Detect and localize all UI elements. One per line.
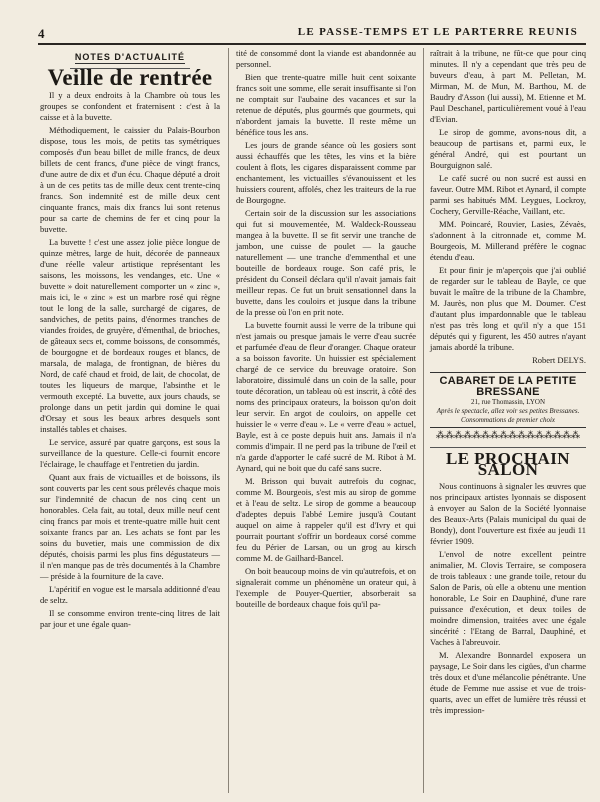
- paragraph: tité de consommé dont la viande est abandonnée au personnel.: [236, 48, 416, 69]
- column-divider-left: [228, 48, 229, 793]
- paragraph: Nous continuons à signaler les œuvres que nos principaux artistes lyonnais se disposent à envoyer au Salon de la Société lyonnaise des Beaux-Arts (Palais municipal du quai de Bondy), dont l'ouverture est fixée au jeudi 11 février 1909.: [430, 481, 586, 546]
- paragraph: Bien que trente-quatre mille huit cent soixante francs soit une somme, elle serait insuffisante si l'on ne comptait sur l'aubaine des vacances et sur la retenue de députés, plus gourmés que gourmets, qui n'abordent jamais la buvette. Il reste même un bénéfice tous les ans.: [236, 72, 416, 137]
- ad-business-name: CABARET DE LA PETITE BRESSANE: [439, 375, 577, 398]
- paragraph: Le service, assuré par quatre garçons, est sous la surveillance de la questure. Celle-ci fournit encore l'éclairage, le chauffage et l'entretien du jardin.: [40, 437, 220, 469]
- ad-tagline: Après le spectacle, allez voir ses petites Bressanes.: [436, 407, 580, 415]
- page-header: [38, 26, 582, 42]
- paragraph: L'apéritif en vogue est le marsala additionné d'eau de seltz.: [40, 584, 220, 605]
- paragraph: Le café sucré ou non sucré est aussi en faveur. Outre MM. Ribot et Aynard, il compte parmi ses habitués MM. Leygues, Lockroy, Cochery, Gerville-Réache, Vaillant, etc.: [430, 173, 586, 216]
- paragraph: M. Alexandre Bonnardel exposera un paysage, Le Soir dans les cigües, d'un charme très doux et d'une mélancolie pénétrante. Une étude de Femme nue assise et vue de trois-quarts, avec un effet de lumière très réussi et très impression-: [430, 650, 586, 715]
- header-rule: [38, 43, 586, 45]
- paragraph: M. Brisson qui buvait autrefois du cognac, comme M. Bourgeois, s'est mis au sirop de gomme et à l'eau de seltz. Le sirop de gomme a beaucoup d'adeptes depuis l'abbé Lemire jusqu'à Coutant auquel on aime à rappeler qu'il est d'Ivry et qui pourrait pourtant s'offrir un bordeaux corsé comme feu du Périer de Larsan, ou un grog au kirsch comme M. de Gailhard-Bancel.: [236, 476, 416, 563]
- article-signature: Robert DELYS.: [532, 355, 586, 365]
- paragraph: On boit beaucoup moins de vin qu'autrefois, et on signalerait comme un phénomène un orateur qui, à l'exemple de Pouyer-Quertier, absorberait sa bouteille de bordeaux chaque fois qu'il pa-: [236, 566, 416, 609]
- article-headline: Veille de rentrée: [47, 65, 213, 90]
- ad-address: 21, rue Thomassin, LYON: [470, 398, 546, 406]
- paragraph: La buvette ! c'est une assez jolie pièce longue de quinze mètres, large de huit, décorée de panneaux d'une réelle valeur artistique représentant les saisons, les moissons, les vendanges, etc. Une « buvette » doit naturellement comporter un « zinc », mais ici, le « zinc » est un marbre rosé qui règne tout le long de la salle, surchargé de cigares, de sandviches, de petits pains, d'énormes tranches de viandes froides, de gruyère, d'émenthal, de brioches, de gâteaux secs et, comme boissons, de consommés, de bourgogne et de bordeaux rouges et blancs, de marsala, de malaga, de frontignan, de bières du Nord, de café chaud et froid, de lait, de chocolat, de toutes les liqueurs de marque, l'absinthe et le vermouth excepté. La buvette, aux jours chauds, se prolonge dans un petit jardin qui domine le quai d'Orsay et sous les beaux arbres desquels sont installés tables et chaises.: [40, 237, 220, 434]
- column-1: [40, 48, 220, 632]
- paragraph: Certain soir de la discussion sur les associations qui fut si mouvementée, M. Waldeck-Rousseau mangea à la buvette. Il se fit servir une tranche de jambon, une cuisse de poulet — la gauche naturellement — une tranche d'emmenthal et une bouteille de bordeaux rouge. Son café pris, le président du Conseil déclara qu'il n'avait jamais fait meilleur repas. Ce fut un bruit sensationnel dans la buvette, dans les couloirs et jusque dans la tribune de la presse où l'on en prit note.: [236, 208, 416, 317]
- advertisement: [430, 372, 586, 428]
- paragraph: Le sirop de gomme, avons-nous dit, a beaucoup de partisans et, parmi eux, le général André, qui est pourtant un Bourguignon salé.: [430, 127, 586, 170]
- column-3: [430, 48, 586, 718]
- running-title: LE PASSE-TEMPS ET LE PARTERRE REUNIS: [297, 26, 578, 38]
- paragraph: Quant aux frais de victuailles et de boissons, ils sont couverts par les cent sous prélevés chaque mois sur l'indemnité de chacun de nos cinq cent un honorables. Cela fait, au total, deux mille neuf cent cinq francs par mois et trente-quatre mille huit cent soixante francs par an. Les achats se font par les soins du buvetier, mais une commission de dix députés, choisis parmi les plus fins dégustateurs — il n'en manque pas de très documentés à la Chambre — préside à la fourniture de la cave.: [40, 472, 220, 581]
- ad-tagline-2: Consommations de premier choix: [460, 416, 556, 424]
- paragraph: Il se consomme environ trente-cinq litres de lait par jour et une égale quan-: [40, 608, 220, 629]
- section-kicker: NOTES D'ACTUALITÉ: [74, 52, 186, 62]
- column-divider-right: [423, 48, 424, 793]
- section-headline: LE PROCHAIN SALON: [430, 447, 586, 475]
- column-2: [236, 48, 416, 612]
- paragraph: MM. Poincaré, Rouvier, Lasies, Zévaès, s'adonnent à la citronnade et, comme M. Bourgeois, M. Millerand préfère le cognac étendu d'eau.: [430, 219, 586, 262]
- paragraph: La buvette fournit aussi le verre de la tribune qui n'est jamais ou presque jamais le verre d'eau sucrée et parfumée d'eau de fleur d'oranger. Chaque orateur a sa boisson favorite. Un huissier est spécialement chargé de ce service du breuvage oratoire. Son laboratoire, dissimulé dans un coin de la salle, pour toute décoration, un tableau où est inscrit, à côté des noms des principaux orateurs, la boisson qu'on doit leur servir. En argot de couloirs, on appelle cet huissier le « verre d'eau ». Le « verre d'eau » actuel, Bayle, est à ce poste depuis huit ans. Jamais il n'a commis d'impair. Il ne perd pas la tribune de l'œil et n'a garde d'apporter le café sucré de M. Ribot à M. Aynard, qui ne boit que du café sans sucre.: [236, 320, 416, 473]
- paragraph: Et pour finir je m'aperçois que j'ai oublié de regarder sur le tableau de Bayle, ce que buvait le maître de la tribune de la Chambre, M. Jaurès, non plus que M. Doumer. C'est d'autant plus impardonnable que le tableau n'est pas très long et qu'il n'y a que 151 députés qui y figurent, les 450 autres n'ayant jamais abordé la tribune.: [430, 265, 586, 352]
- paragraph: Les jours de grande séance où les gosiers sont aussi échauffés que les têtes, les vins et la bière coulent à flots, les cigares disparaissent comme par enchantement, les victuailles s'évanouissent et les huissiers courent, affolés, chez les traiteurs de la rue de Bourgogne.: [236, 140, 416, 205]
- page-number: 4: [38, 26, 45, 41]
- paragraph: Il y a deux endroits à la Chambre où tous les groupes se confondent et fraternisent : c'est à la caisse et à la buvette.: [40, 90, 220, 122]
- paragraph: raîtrait à la tribune, ne fût-ce que pour cinq minutes. Il n'y a cependant que très peu de buveurs d'eau, à part M. Pelletan, M. Mirman, M. de Mun, M. Barthou, M. de Baudry d'Asson (lui aussi), M. Etienne et M. Paul Deschanel, particulièrement voué à l'eau d'Evian.: [430, 48, 586, 124]
- paragraph: L'envol de notre excellent peintre animalier, M. Clovis Terraire, se composera de trois tableaux : une grande toile, retour du Salon de Paris, où elle a obtenu une mention honorable, Le Soir en Dauphiné, d'une rare puissance d'exécution, et deux toiles de moindre dimension, traitées avec une égale sincérité : l'Etang de Barral, Dauphiné, et Vaches à l'abreuvoir.: [430, 549, 586, 647]
- paragraph: Méthodiquement, le caissier du Palais-Bourbon dispose, tous les mois, de petits tas symétriques composés d'un beau billet de mille francs, de deux billets de cent francs, d'une pièce de vingt francs, d'une autre de dix et d'un écu. Chaque député a droit à un de ces petits tas de mille deux cent trente-cinq francs. Son indemnité est de mille deux cent cinquante francs, mais dix francs lui sont retenus pour sa carte de chemins de fer et cinq pour la buvette.: [40, 125, 220, 234]
- ornament-border: ⁂⁂⁂⁂⁂⁂⁂⁂⁂⁂⁂⁂⁂⁂⁂⁂: [436, 430, 580, 440]
